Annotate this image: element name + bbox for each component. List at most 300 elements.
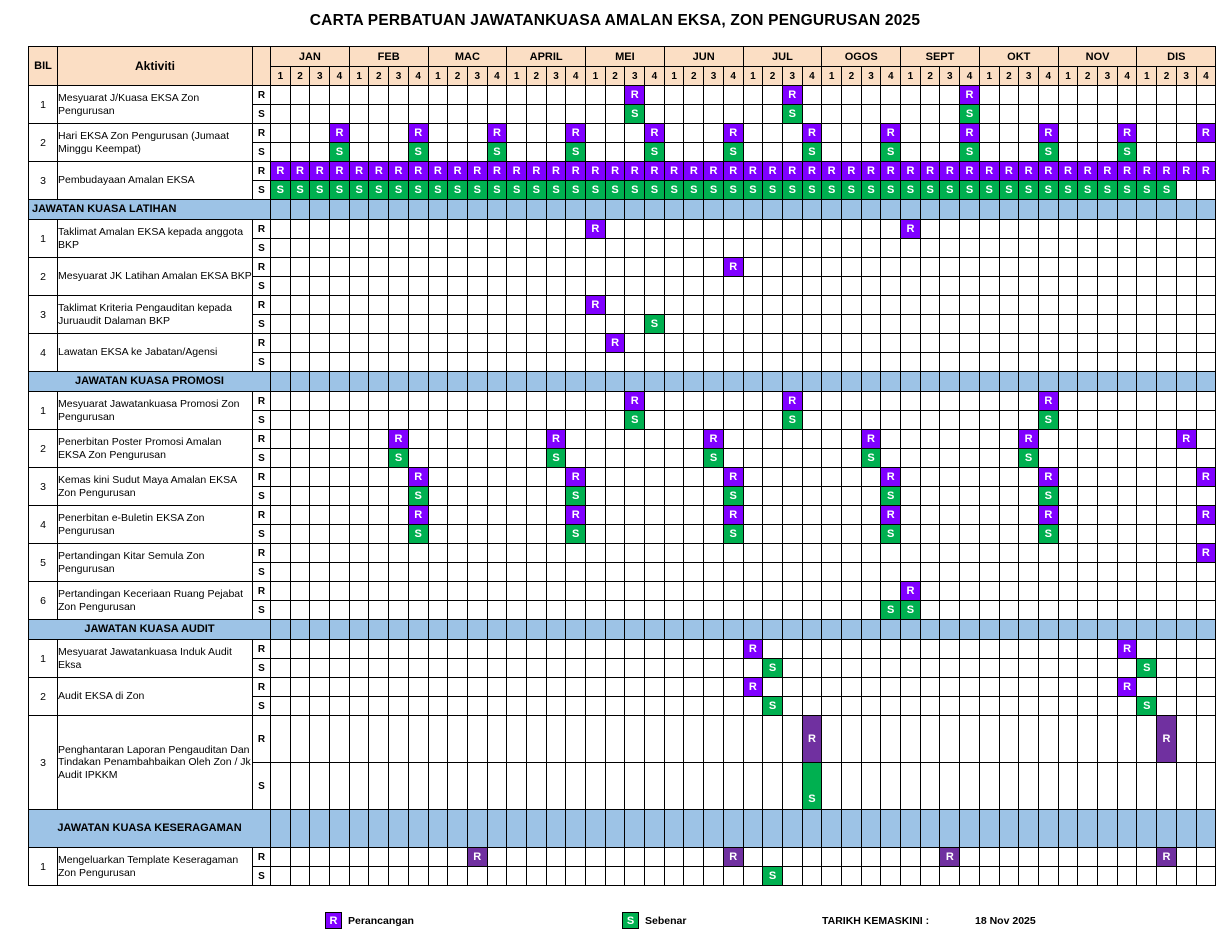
empty-week-cell (1196, 763, 1216, 810)
empty-week-cell (408, 392, 428, 411)
empty-week-cell (802, 867, 822, 886)
empty-week-cell (1157, 867, 1177, 886)
empty-week-cell (310, 763, 330, 810)
empty-week-cell (940, 506, 960, 525)
empty-week-cell (467, 411, 487, 430)
empty-week-cell (723, 430, 743, 449)
planned-marker-cell: R (960, 162, 980, 181)
section-band-cell (605, 372, 625, 392)
empty-week-cell (625, 239, 645, 258)
empty-week-cell (1176, 124, 1196, 143)
empty-week-cell (1098, 525, 1118, 544)
empty-week-cell (1117, 659, 1137, 678)
planned-marker-cell: R (1196, 506, 1216, 525)
empty-week-cell (861, 640, 881, 659)
empty-week-cell (566, 601, 586, 620)
empty-week-cell (645, 697, 665, 716)
empty-week-cell (566, 296, 586, 315)
actual-marker-cell: S (999, 181, 1019, 200)
actual-marker-cell: S (940, 181, 960, 200)
empty-week-cell (842, 468, 862, 487)
empty-week-cell (881, 220, 901, 239)
empty-week-cell (526, 678, 546, 697)
empty-week-cell (782, 220, 802, 239)
section-band-cell (330, 372, 350, 392)
empty-week-cell (920, 640, 940, 659)
section-band-cell (349, 372, 369, 392)
empty-week-cell (723, 315, 743, 334)
empty-week-cell (1019, 867, 1039, 886)
empty-week-cell (586, 143, 606, 162)
empty-week-cell (822, 697, 842, 716)
section-band-cell (586, 810, 606, 848)
section-band-cell (940, 200, 960, 220)
planned-marker-cell: R (566, 468, 586, 487)
actual-marker-cell: S (802, 763, 822, 810)
empty-week-cell (1078, 430, 1098, 449)
empty-week-cell (625, 430, 645, 449)
empty-week-cell (526, 763, 546, 810)
section-band-cell (1157, 200, 1177, 220)
empty-week-cell (684, 277, 704, 296)
empty-week-cell (487, 678, 507, 697)
section-band-cell (467, 200, 487, 220)
empty-week-cell (526, 239, 546, 258)
empty-week-cell (369, 487, 389, 506)
empty-week-cell (743, 525, 763, 544)
empty-week-cell (822, 220, 842, 239)
planned-marker-cell: R (1157, 716, 1177, 763)
empty-week-cell (625, 848, 645, 867)
empty-week-cell (1117, 487, 1137, 506)
section-band-cell (566, 620, 586, 640)
week-number: 4 (881, 67, 901, 86)
empty-week-cell (664, 86, 684, 105)
empty-week-cell (605, 582, 625, 601)
empty-week-cell (349, 487, 369, 506)
empty-week-cell (763, 315, 783, 334)
empty-week-cell (1117, 763, 1137, 810)
empty-week-cell (861, 867, 881, 886)
empty-week-cell (586, 697, 606, 716)
empty-week-cell (1137, 334, 1157, 353)
empty-week-cell (822, 277, 842, 296)
empty-week-cell (684, 697, 704, 716)
actual-row-label: S (253, 525, 271, 544)
empty-week-cell (290, 544, 310, 563)
empty-week-cell (330, 525, 350, 544)
empty-week-cell (645, 601, 665, 620)
empty-week-cell (999, 848, 1019, 867)
empty-week-cell (1078, 277, 1098, 296)
section-band-cell (625, 372, 645, 392)
actual-marker-cell: S (605, 181, 625, 200)
empty-week-cell (349, 124, 369, 143)
actual-marker-cell: S (1038, 487, 1058, 506)
empty-week-cell (901, 392, 921, 411)
empty-week-cell (822, 763, 842, 810)
activity-number: 6 (29, 582, 58, 620)
empty-week-cell (428, 487, 448, 506)
planned-marker-cell: R (684, 162, 704, 181)
empty-week-cell (1058, 353, 1078, 372)
empty-week-cell (704, 277, 724, 296)
empty-week-cell (940, 601, 960, 620)
empty-week-cell (369, 506, 389, 525)
empty-week-cell (586, 582, 606, 601)
empty-week-cell (271, 296, 291, 315)
empty-week-cell (920, 315, 940, 334)
empty-week-cell (467, 258, 487, 277)
month-header: JAN (271, 47, 350, 67)
empty-week-cell (546, 277, 566, 296)
actual-marker-cell: S (330, 181, 350, 200)
empty-week-cell (842, 105, 862, 124)
empty-week-cell (1176, 143, 1196, 162)
section-band-cell (684, 620, 704, 640)
empty-week-cell (763, 430, 783, 449)
empty-week-cell (822, 563, 842, 582)
empty-week-cell (566, 848, 586, 867)
empty-week-cell (467, 659, 487, 678)
empty-week-cell (487, 601, 507, 620)
empty-week-cell (979, 487, 999, 506)
empty-week-cell (369, 659, 389, 678)
section-band-cell (664, 200, 684, 220)
empty-week-cell (271, 582, 291, 601)
empty-week-cell (920, 697, 940, 716)
section-band-cell (645, 810, 665, 848)
week-number: 3 (704, 67, 724, 86)
empty-week-cell (940, 563, 960, 582)
empty-week-cell (428, 86, 448, 105)
empty-week-cell (330, 449, 350, 468)
empty-week-cell (664, 411, 684, 430)
empty-week-cell (1137, 143, 1157, 162)
empty-week-cell (704, 296, 724, 315)
empty-week-cell (1038, 601, 1058, 620)
actual-marker-cell: S (1137, 181, 1157, 200)
empty-week-cell (428, 563, 448, 582)
empty-week-cell (330, 867, 350, 886)
empty-week-cell (704, 258, 724, 277)
empty-week-cell (369, 601, 389, 620)
empty-week-cell (842, 315, 862, 334)
actual-marker-cell: S (645, 181, 665, 200)
empty-week-cell (960, 867, 980, 886)
empty-week-cell (1137, 315, 1157, 334)
empty-week-cell (1176, 353, 1196, 372)
empty-week-cell (802, 563, 822, 582)
empty-week-cell (842, 86, 862, 105)
empty-week-cell (940, 525, 960, 544)
empty-week-cell (1137, 124, 1157, 143)
empty-week-cell (408, 411, 428, 430)
empty-week-cell (1157, 659, 1177, 678)
empty-week-cell (526, 867, 546, 886)
empty-week-cell (881, 353, 901, 372)
empty-week-cell (999, 124, 1019, 143)
empty-week-cell (605, 867, 625, 886)
empty-week-cell (664, 468, 684, 487)
empty-week-cell (349, 763, 369, 810)
empty-week-cell (349, 716, 369, 763)
section-band-cell (1137, 620, 1157, 640)
empty-week-cell (822, 525, 842, 544)
actual-marker-cell: S (1137, 697, 1157, 716)
empty-week-cell (1078, 86, 1098, 105)
empty-week-cell (290, 353, 310, 372)
empty-week-cell (448, 848, 468, 867)
empty-week-cell (920, 143, 940, 162)
empty-week-cell (1058, 430, 1078, 449)
empty-week-cell (1078, 487, 1098, 506)
empty-week-cell (1098, 678, 1118, 697)
empty-week-cell (1137, 678, 1157, 697)
empty-week-cell (290, 392, 310, 411)
empty-week-cell (1176, 582, 1196, 601)
empty-week-cell (822, 315, 842, 334)
empty-week-cell (763, 296, 783, 315)
actual-marker-cell: S (960, 143, 980, 162)
empty-week-cell (1157, 582, 1177, 601)
section-header-label: JAWATAN KUASA PROMOSI (29, 372, 271, 392)
empty-week-cell (1098, 86, 1118, 105)
activity-label: Penerbitan Poster Promosi Amalan EKSA Zon Pengurusan (58, 430, 253, 468)
empty-week-cell (349, 86, 369, 105)
empty-week-cell (1157, 277, 1177, 296)
section-band-cell (999, 200, 1019, 220)
planned-marker-cell: R (605, 162, 625, 181)
empty-week-cell (467, 296, 487, 315)
empty-week-cell (1196, 220, 1216, 239)
empty-week-cell (782, 258, 802, 277)
planned-marker-cell: R (979, 162, 999, 181)
empty-week-cell (723, 392, 743, 411)
empty-week-cell (1176, 763, 1196, 810)
empty-week-cell (940, 220, 960, 239)
actual-marker-cell: S (389, 449, 409, 468)
planned-marker-cell: R (920, 162, 940, 181)
empty-week-cell (940, 315, 960, 334)
empty-week-cell (448, 239, 468, 258)
empty-week-cell (960, 411, 980, 430)
empty-week-cell (448, 582, 468, 601)
section-band-cell (428, 200, 448, 220)
planned-marker-cell: R (526, 162, 546, 181)
section-band-cell (704, 372, 724, 392)
empty-week-cell (487, 239, 507, 258)
empty-week-cell (1019, 334, 1039, 353)
empty-week-cell (901, 525, 921, 544)
activity-number: 3 (29, 468, 58, 506)
empty-week-cell (349, 143, 369, 162)
empty-week-cell (428, 848, 448, 867)
empty-week-cell (881, 239, 901, 258)
empty-week-cell (664, 716, 684, 763)
empty-week-cell (467, 430, 487, 449)
empty-week-cell (645, 867, 665, 886)
empty-week-cell (625, 716, 645, 763)
empty-week-cell (664, 563, 684, 582)
empty-week-cell (546, 678, 566, 697)
section-band-cell (369, 810, 389, 848)
empty-week-cell (1038, 277, 1058, 296)
empty-week-cell (1196, 392, 1216, 411)
empty-week-cell (625, 544, 645, 563)
section-band-cell (1019, 200, 1039, 220)
empty-week-cell (507, 716, 527, 763)
empty-week-cell (723, 697, 743, 716)
empty-week-cell (960, 334, 980, 353)
empty-week-cell (1157, 86, 1177, 105)
empty-week-cell (408, 86, 428, 105)
empty-week-cell (448, 525, 468, 544)
activity-number: 1 (29, 848, 58, 886)
section-band-cell (664, 372, 684, 392)
empty-week-cell (586, 334, 606, 353)
empty-week-cell (566, 544, 586, 563)
empty-week-cell (743, 353, 763, 372)
empty-week-cell (428, 582, 448, 601)
planned-marker-cell: R (310, 162, 330, 181)
empty-week-cell (546, 563, 566, 582)
empty-week-cell (664, 678, 684, 697)
empty-week-cell (881, 392, 901, 411)
empty-week-cell (586, 449, 606, 468)
planned-marker-cell: R (330, 124, 350, 143)
empty-week-cell (1078, 449, 1098, 468)
activity-number: 4 (29, 334, 58, 372)
week-number: 3 (940, 67, 960, 86)
empty-week-cell (822, 716, 842, 763)
empty-week-cell (448, 220, 468, 239)
empty-week-cell (881, 678, 901, 697)
empty-week-cell (1019, 315, 1039, 334)
empty-week-cell (782, 315, 802, 334)
empty-week-cell (1098, 430, 1118, 449)
empty-week-cell (1137, 449, 1157, 468)
empty-week-cell (743, 86, 763, 105)
empty-week-cell (901, 544, 921, 563)
empty-week-cell (645, 506, 665, 525)
empty-week-cell (802, 392, 822, 411)
empty-week-cell (428, 411, 448, 430)
empty-week-cell (369, 867, 389, 886)
empty-week-cell (901, 296, 921, 315)
empty-week-cell (349, 601, 369, 620)
empty-week-cell (861, 659, 881, 678)
empty-week-cell (1078, 525, 1098, 544)
empty-week-cell (842, 258, 862, 277)
empty-week-cell (428, 239, 448, 258)
empty-week-cell (1157, 430, 1177, 449)
empty-week-cell (999, 315, 1019, 334)
empty-week-cell (920, 86, 940, 105)
actual-marker-cell: S (1117, 181, 1137, 200)
empty-week-cell (645, 640, 665, 659)
planned-marker-cell: R (1098, 162, 1118, 181)
empty-week-cell (940, 411, 960, 430)
empty-week-cell (881, 848, 901, 867)
empty-week-cell (999, 296, 1019, 315)
empty-week-cell (960, 659, 980, 678)
planned-marker-cell: R (881, 506, 901, 525)
empty-week-cell (763, 239, 783, 258)
week-number: 2 (684, 67, 704, 86)
empty-week-cell (1117, 449, 1137, 468)
planned-marker-cell: R (763, 162, 783, 181)
empty-week-cell (802, 296, 822, 315)
section-band-cell (940, 810, 960, 848)
section-band-cell (290, 372, 310, 392)
empty-week-cell (546, 468, 566, 487)
empty-week-cell (1098, 392, 1118, 411)
empty-week-cell (743, 220, 763, 239)
planned-row-label: R (253, 640, 271, 659)
empty-week-cell (723, 296, 743, 315)
empty-week-cell (369, 563, 389, 582)
empty-week-cell (999, 105, 1019, 124)
empty-week-cell (1098, 220, 1118, 239)
empty-week-cell (408, 239, 428, 258)
empty-week-cell (782, 277, 802, 296)
empty-week-cell (389, 601, 409, 620)
empty-week-cell (310, 659, 330, 678)
empty-week-cell (960, 487, 980, 506)
activity-planned-row (29, 124, 1216, 143)
empty-week-cell (842, 582, 862, 601)
empty-week-cell (1098, 640, 1118, 659)
activity-number: 3 (29, 162, 58, 200)
empty-week-cell (960, 763, 980, 810)
empty-week-cell (1078, 220, 1098, 239)
planned-marker-cell: R (743, 678, 763, 697)
empty-week-cell (999, 411, 1019, 430)
empty-week-cell (526, 124, 546, 143)
rs-header (253, 47, 271, 86)
legend-actual-swatch: S (622, 912, 639, 929)
empty-week-cell (586, 601, 606, 620)
week-number: 4 (330, 67, 350, 86)
empty-week-cell (290, 697, 310, 716)
week-number: 3 (1176, 67, 1196, 86)
empty-week-cell (822, 678, 842, 697)
empty-week-cell (861, 86, 881, 105)
empty-week-cell (881, 716, 901, 763)
empty-week-cell (448, 468, 468, 487)
planned-marker-cell: R (428, 162, 448, 181)
empty-week-cell (979, 220, 999, 239)
empty-week-cell (389, 763, 409, 810)
empty-week-cell (1176, 867, 1196, 886)
section-band-cell (546, 810, 566, 848)
actual-marker-cell: S (369, 181, 389, 200)
empty-week-cell (901, 659, 921, 678)
empty-week-cell (1176, 697, 1196, 716)
section-band-cell (1038, 200, 1058, 220)
empty-week-cell (507, 411, 527, 430)
empty-week-cell (684, 763, 704, 810)
planned-marker-cell: R (586, 296, 606, 315)
empty-week-cell (448, 601, 468, 620)
planned-marker-cell: R (782, 86, 802, 105)
section-band-cell (1176, 810, 1196, 848)
empty-week-cell (507, 449, 527, 468)
actual-row-label: S (253, 277, 271, 296)
empty-week-cell (448, 430, 468, 449)
section-band-cell (271, 372, 291, 392)
